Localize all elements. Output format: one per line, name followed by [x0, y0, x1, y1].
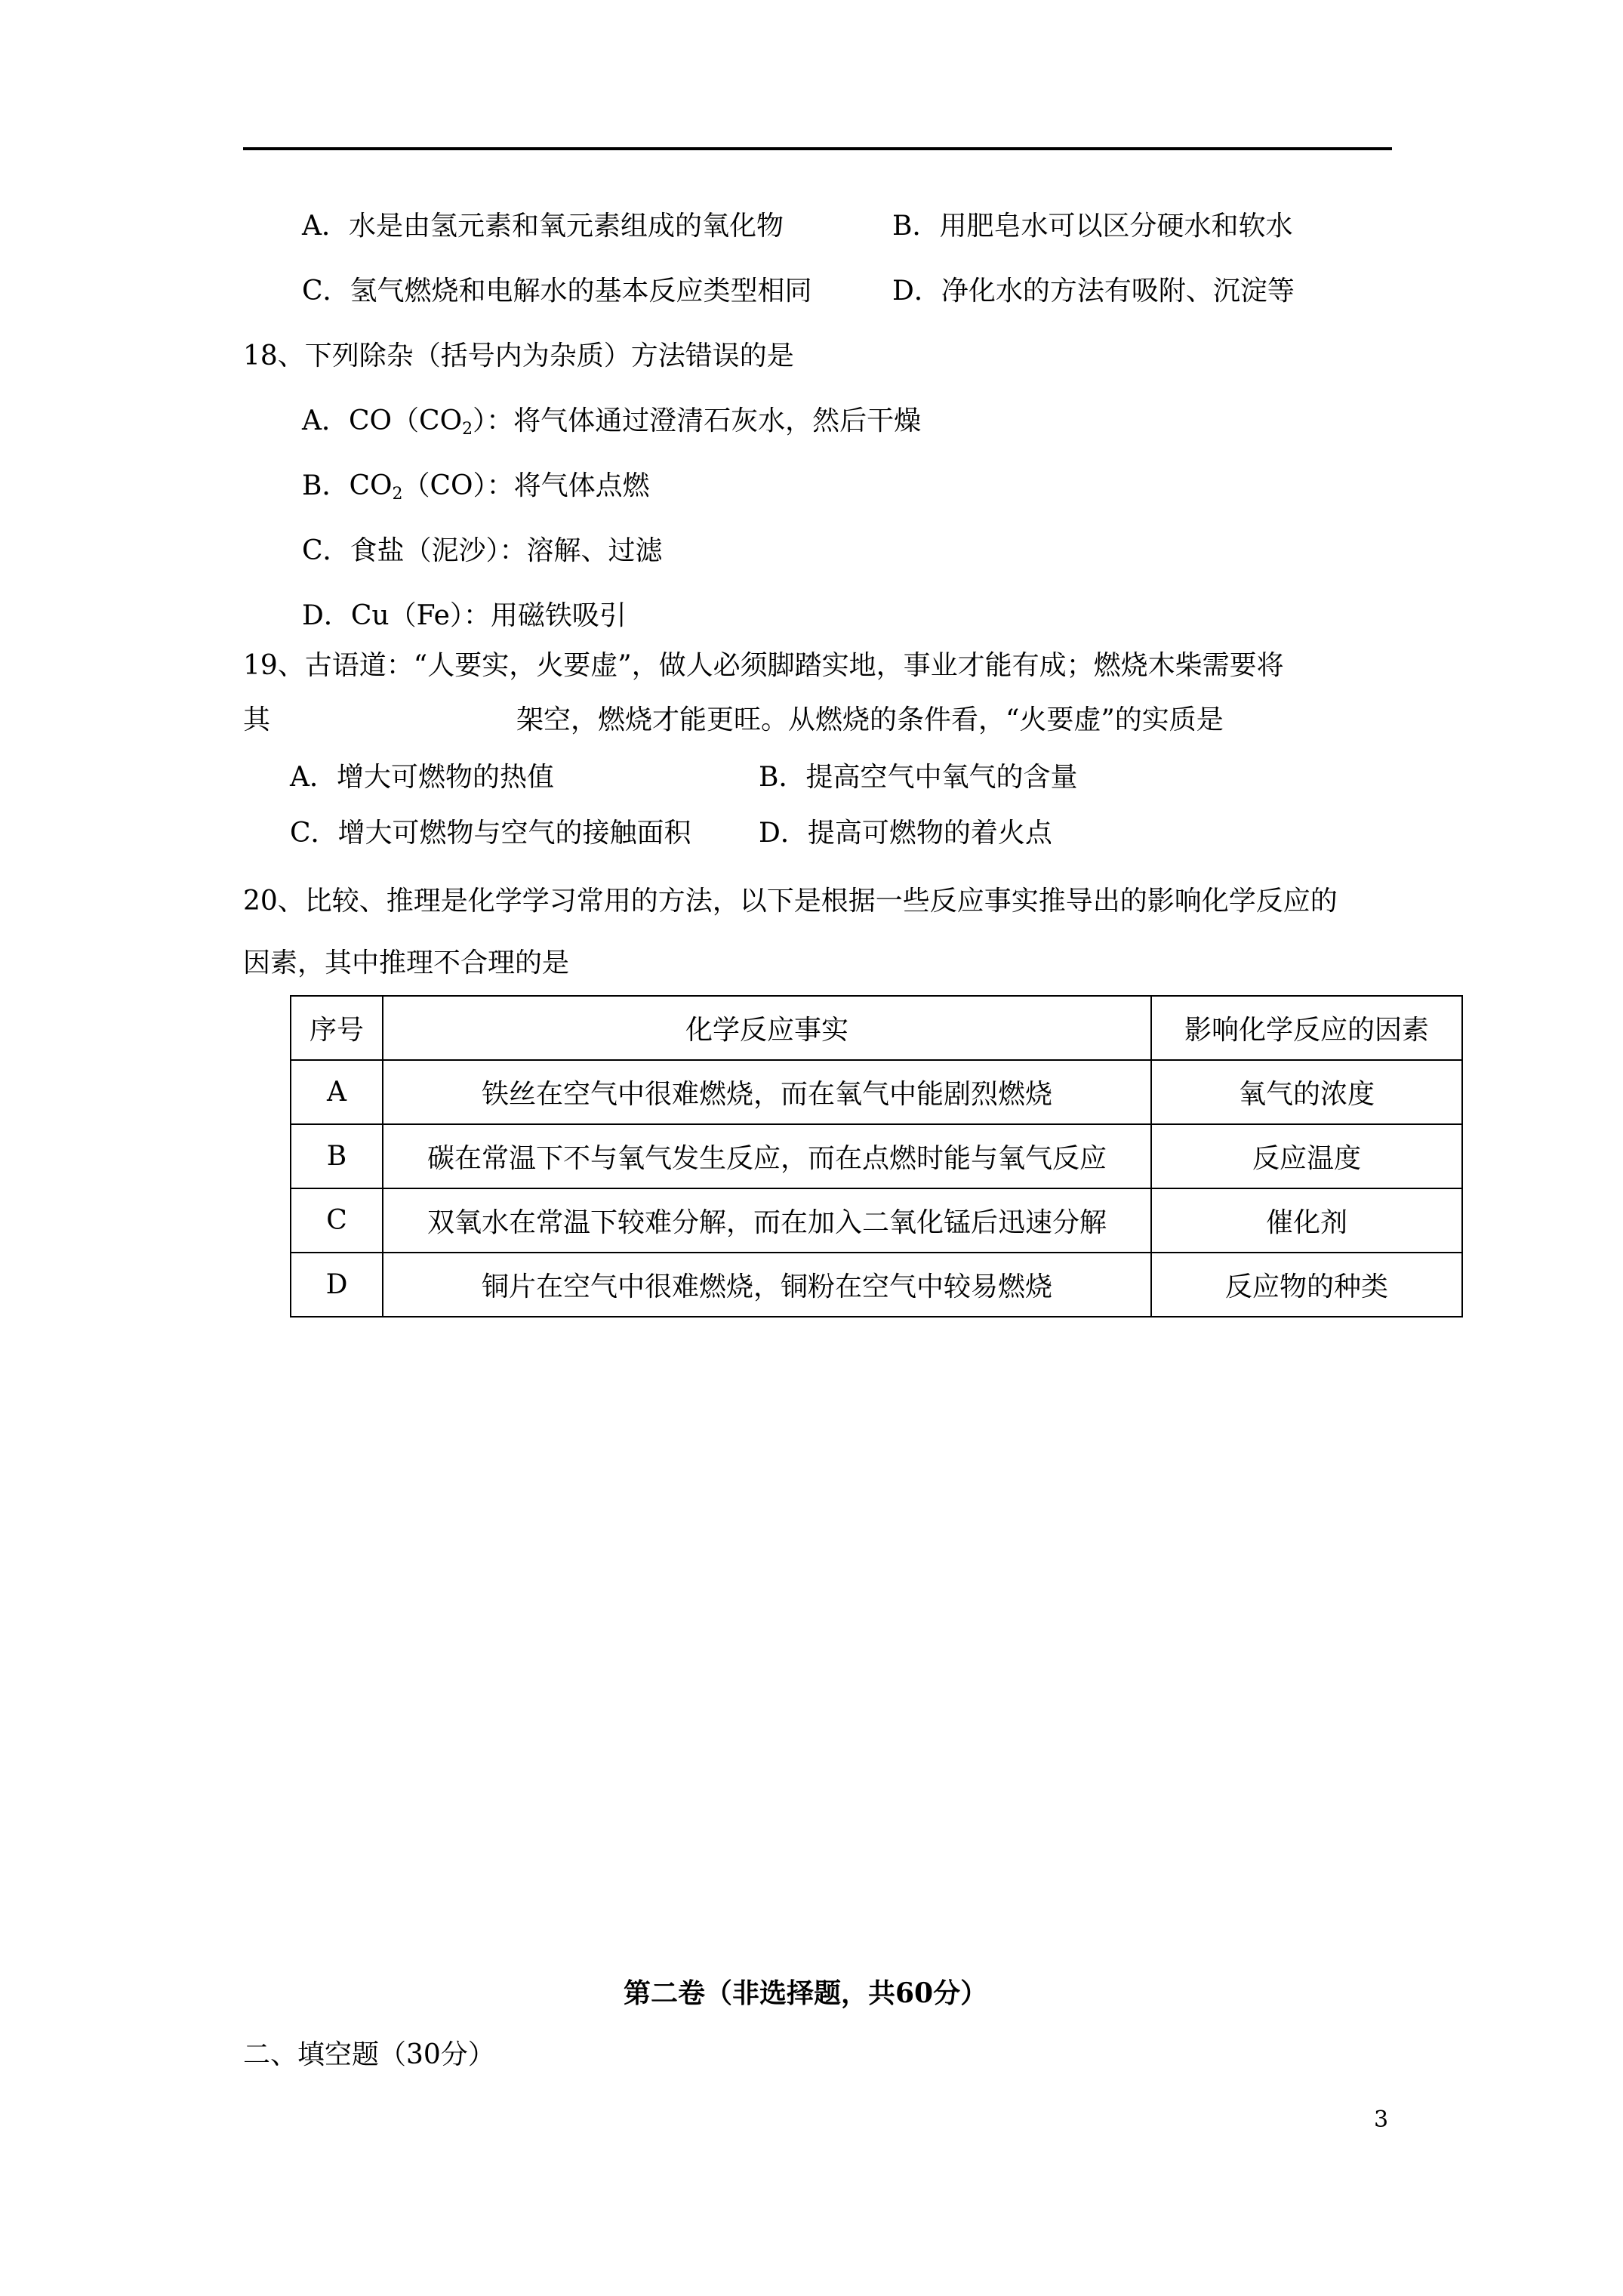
header-factor: 影响化学反应的因素	[1151, 996, 1462, 1060]
row-fact: 铁丝在空气中很难燃烧，而在氧气中能剧烈燃烧	[383, 1060, 1151, 1124]
q19-option-c: C．增大可燃物与空气的接触面积	[290, 818, 691, 849]
table-row	[291, 1188, 1462, 1253]
q18-option-d: D．Cu（Fe）：用磁铁吸引	[302, 600, 627, 631]
q18-stem: 18、下列除杂（括号内为杂质）方法错误的是	[243, 341, 794, 371]
q20-stem-line1: 20、比较、推理是化学学习常用的方法，以下是根据一些反应事实推导出的影响化学反应的	[243, 886, 1338, 917]
row-fact: 铜片在空气中很难燃烧，铜粉在空气中较易燃烧	[383, 1253, 1151, 1317]
q20-table	[290, 995, 1463, 1318]
q20-stem-line2: 因素，其中推理不合理的是	[243, 948, 570, 978]
row-factor: 催化剂	[1151, 1188, 1462, 1253]
header-index: 序号	[291, 996, 383, 1060]
table-row	[291, 1060, 1462, 1124]
q18-option-b: B．$CO_2(CO)$：将气体点燃	[302, 470, 650, 504]
q19-stem-line1: 19、古语道：“人要实，火要虚”，做人必须脚踏实地，事业才能有成；燃烧木柴需要将	[243, 650, 1284, 681]
q17-option-d: D．净化水的方法有吸附、沉淀等	[892, 276, 1295, 307]
page-number: 3	[1374, 2106, 1389, 2133]
table-row	[291, 1124, 1462, 1188]
row-index: A	[291, 1060, 383, 1124]
row-factor: 反应温度	[1151, 1124, 1462, 1188]
q17-option-c: C．氢气燃烧和电解水的基本反应类型相同	[302, 276, 812, 307]
row-fact: 双氧水在常温下较难分解，而在加入二氧化锰后迅速分解	[383, 1188, 1151, 1253]
row-fact: 碳在常温下不与氧气发生反应，而在点燃时能与氧气反应	[383, 1124, 1151, 1188]
row-factor: 氧气的浓度	[1151, 1060, 1462, 1124]
table-row	[291, 1253, 1462, 1317]
q17-option-a: A．水是由氢元素和氧元素组成的氧化物	[302, 211, 784, 242]
q19-stem-line2-end: 架空，燃烧才能更旺。从燃烧的条件看，“火要虚”的实质是	[516, 704, 1224, 735]
table-header-row	[291, 996, 1462, 1060]
section2-part-heading: 二、填空题（30分）	[243, 2039, 495, 2070]
row-index: B	[291, 1124, 383, 1188]
q18-option-a: A．$CO(CO_2)$：将气体通过澄清石灰水，然后干燥	[302, 405, 922, 439]
q19-option-d: D．提高可燃物的着火点	[759, 818, 1052, 849]
row-index: D	[291, 1253, 383, 1317]
q18-option-c: C．食盐（泥沙）：溶解、过滤	[302, 535, 663, 566]
row-factor: 反应物的种类	[1151, 1253, 1462, 1317]
q19-stem-line2-start: 其	[243, 704, 271, 735]
header-rule	[243, 147, 1392, 150]
section2-title: 第二卷（非选择题，共60分）	[624, 1977, 988, 2009]
q17-option-b: B．用肥皂水可以区分硬水和软水	[892, 211, 1293, 242]
header-fact: 化学反应事实	[383, 996, 1151, 1060]
row-index: C	[291, 1188, 383, 1253]
q19-option-b: B．提高空气中氧气的含量	[759, 762, 1078, 793]
q19-option-a: A．增大可燃物的热值	[290, 762, 554, 793]
